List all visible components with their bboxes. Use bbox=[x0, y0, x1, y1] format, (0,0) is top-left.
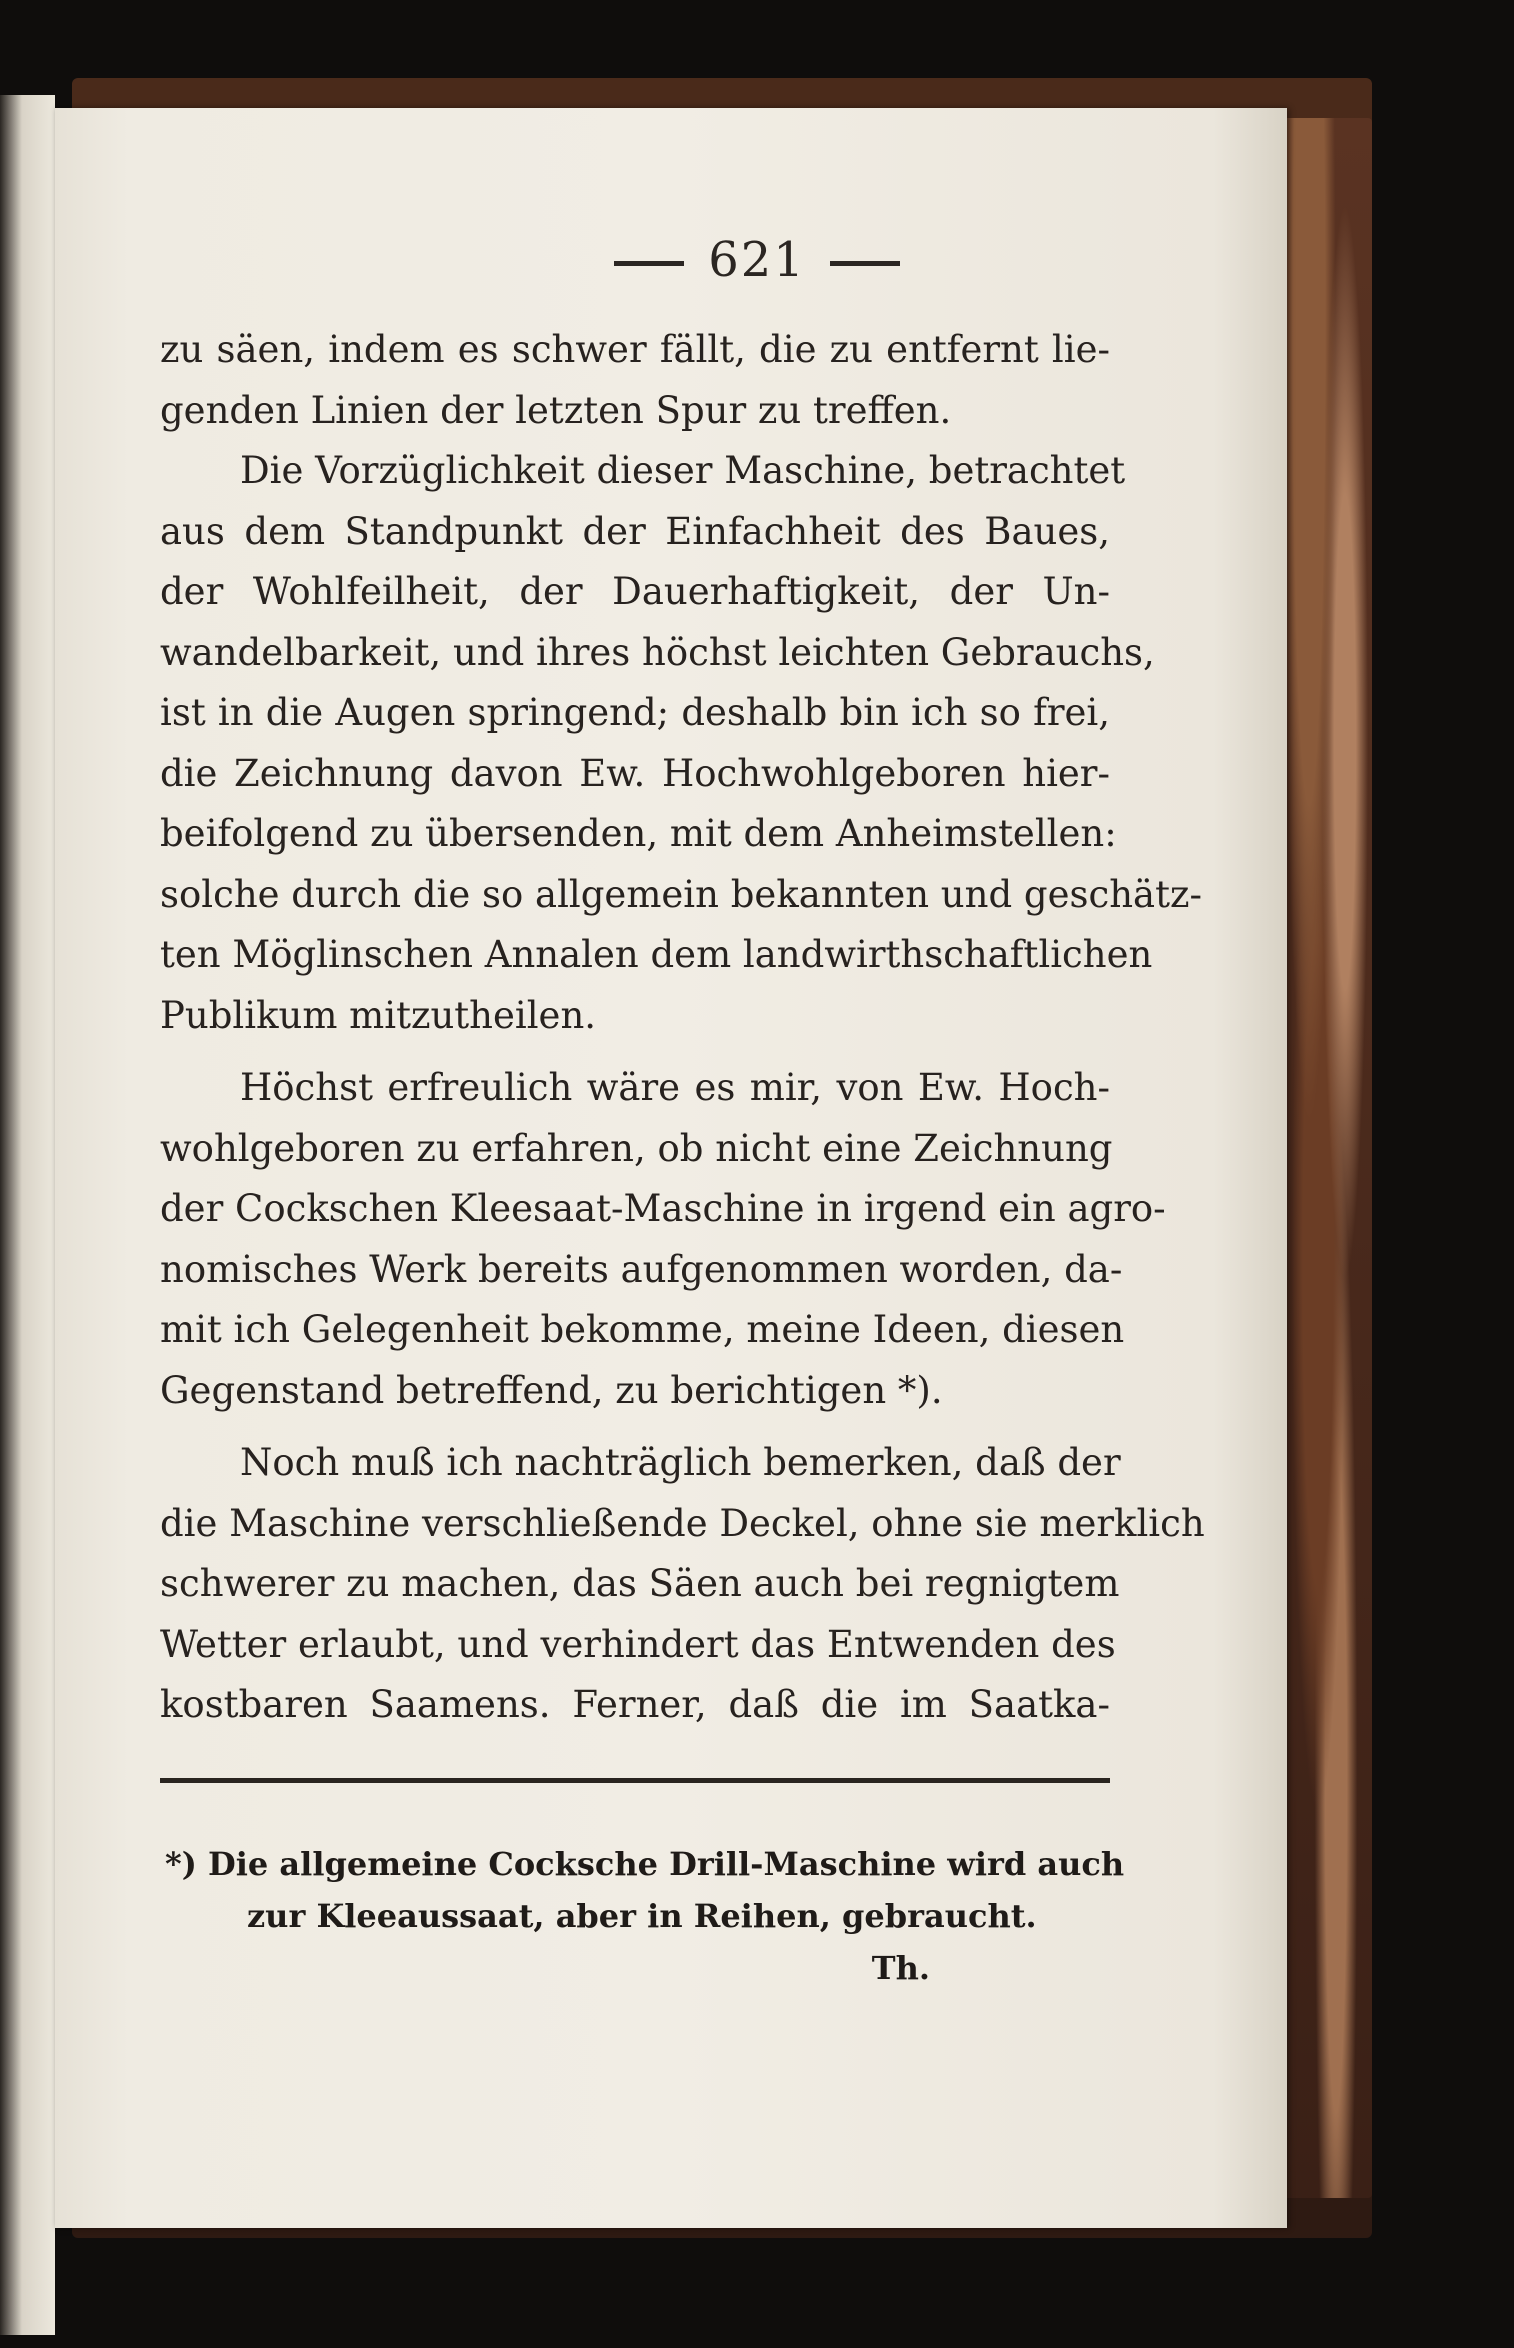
text-line: die Maschine verschließende Deckel, ohne sie merklich bbox=[160, 1501, 1205, 1545]
text-line: Die Vorzüglichkeit dieser Maschine, betrachtet bbox=[240, 449, 1126, 492]
text-line: der Wohlfeilheit, der Dauerhaftigkeit, der Un- bbox=[160, 570, 1110, 613]
footnote-line: *) Die allgemeine Cocksche Drill-Maschine wird auch bbox=[165, 1845, 1125, 1883]
text-line: ten Möglinschen Annalen dem landwirthschaftlichen bbox=[160, 933, 1153, 976]
header-dash-left bbox=[614, 261, 684, 266]
text-line: aus dem Standpunkt der Einfachheit des Baues, bbox=[160, 509, 1110, 553]
text-line: mit ich Gelegenheit bekomme, meine Ideen, diesen bbox=[160, 1308, 1125, 1351]
text-line: beifolgend zu übersenden, mit dem Anheimstellen: bbox=[160, 812, 1117, 855]
text-line: der Cockschen Kleesaat-Maschine in irgend ein agro- bbox=[160, 1187, 1166, 1230]
text-line: nomisches Werk bereits aufgenommen worden, da- bbox=[160, 1247, 1123, 1291]
page-header bbox=[0, 232, 1514, 288]
text-line: ist in die Augen springend; deshalb bin ich so frei, bbox=[160, 691, 1110, 734]
left-page-edge bbox=[0, 95, 55, 2335]
text-line: Gegenstand betreffend, zu berichtigen *). bbox=[160, 1368, 943, 1412]
page-number: 621 bbox=[708, 232, 806, 288]
text-line: zu säen, indem es schwer fällt, die zu entfernt lie- bbox=[160, 328, 1110, 371]
header-dash-right bbox=[830, 261, 900, 266]
footnote-divider bbox=[160, 1778, 1110, 1783]
text-line: die Zeichnung davon Ew. Hochwohlgeboren hier- bbox=[160, 751, 1110, 795]
text-line: wandelbarkeit, und ihres höchst leichten Gebrauchs, bbox=[160, 630, 1155, 674]
footnote-signature: Th. bbox=[871, 1949, 930, 1987]
text-line: schwerer zu machen, das Säen auch bei regnigtem bbox=[160, 1562, 1120, 1605]
marbled-edge bbox=[1282, 118, 1372, 2198]
text-line: Noch muß ich nachträglich bemerken, daß der bbox=[240, 1441, 1121, 1484]
text-line: wohlgeboren zu erfahren, ob nicht eine Zeichnung bbox=[160, 1126, 1113, 1170]
text-line: Publikum mitzutheilen. bbox=[160, 993, 597, 1037]
text-line: solche durch die so allgemein bekannten und geschätz- bbox=[160, 872, 1202, 916]
text-line: Wetter erlaubt, und verhindert das Entwenden des bbox=[160, 1622, 1116, 1666]
text-line: Höchst erfreulich wäre es mir, von Ew. Hoch- bbox=[240, 1066, 1110, 1109]
body-text bbox=[160, 320, 1205, 1736]
footnote-line: zur Kleeaussaat, aber in Reihen, gebraucht. bbox=[247, 1897, 1037, 1935]
text-line: genden Linien der letzten Spur zu treffen. bbox=[160, 388, 952, 432]
footnote bbox=[165, 1838, 1125, 1994]
text-line: kostbaren Saamens. Ferner, daß die im Saatka- bbox=[160, 1683, 1110, 1726]
